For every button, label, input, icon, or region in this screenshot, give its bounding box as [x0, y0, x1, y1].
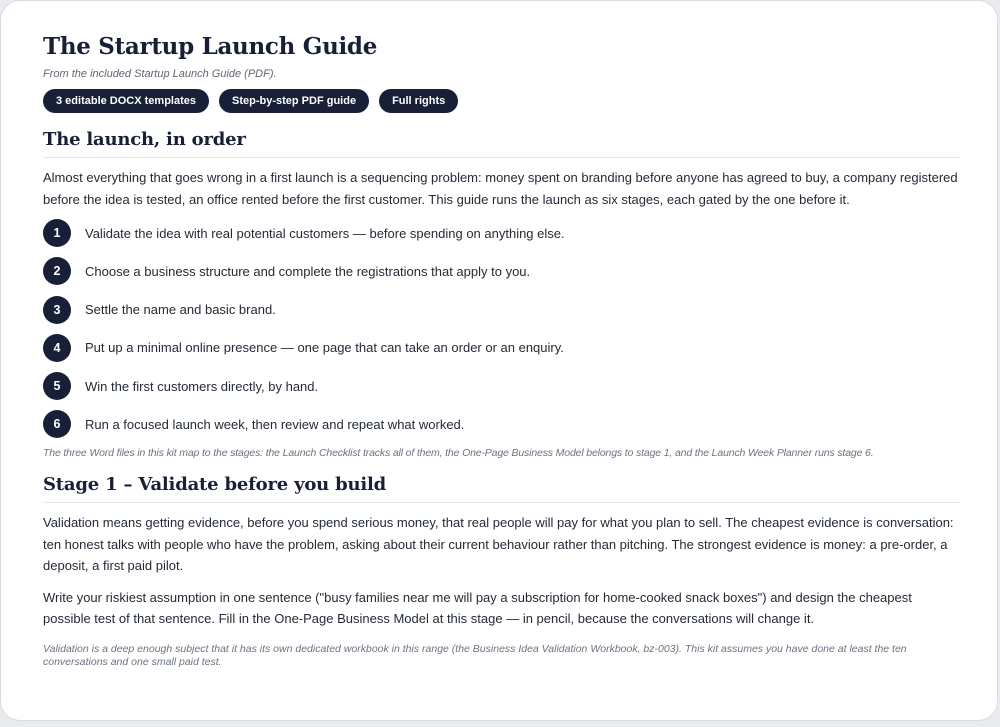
step-number-badge: 6 [43, 410, 71, 438]
list-item [43, 257, 961, 285]
step-number-badge: 5 [43, 372, 71, 400]
launch-intro-paragraph: Almost everything that goes wrong in a first launch is a sequencing problem: money spent on branding before anyone has agreed to buy, a company registered before the idea is tested, an office rented before the first customer. This guide runs the launch as six stages, each gated by the one before it. [43, 170, 958, 207]
step-text: Settle the name and basic brand. [85, 302, 276, 318]
section-heading-stage1: Stage 1 – Validate before you build [43, 472, 961, 503]
badge-pdf-guide: Step-by-step PDF guide [219, 89, 369, 113]
step-text: Put up a minimal online presence — one page that can take an order or an enquiry. [85, 340, 564, 356]
stage1-note: Validation is a deep enough subject that it has its own dedicated workbook in this range (the Business Idea Validation Workbook, bz-003). This kit assumes you have done at least the ten conversations and one small paid test. [43, 642, 907, 668]
list-item [43, 372, 961, 400]
step-text: Run a focused launch week, then review and repeat what worked. [85, 416, 465, 432]
page-title: The Startup Launch Guide [43, 33, 378, 60]
guide-content [43, 31, 961, 669]
step-text: Choose a business structure and complete the registrations that apply to you. [85, 263, 531, 279]
step-number-badge: 2 [43, 257, 71, 285]
feature-badges [43, 89, 961, 113]
launch-note: The three Word files in this kit map to the stages: the Launch Checklist tracks all of them, the One-Page Business Model belongs to stage 1, and the Launch Week Planner runs stage 6. [43, 447, 874, 460]
launch-steps-list [43, 219, 961, 438]
badge-full-rights: Full rights [379, 89, 458, 113]
step-text: Validate the idea with real potential customers — before spending on anything else. [85, 225, 565, 241]
step-number-badge: 3 [43, 296, 71, 324]
step-number-badge: 4 [43, 334, 71, 362]
section-heading-launch: The launch, in order [43, 127, 961, 158]
list-item [43, 296, 961, 324]
list-item [43, 219, 961, 247]
page-subtitle: From the included Startup Launch Guide (PDF). [43, 68, 277, 80]
badge-docx-templates: 3 editable DOCX templates [43, 89, 209, 113]
step-text: Win the first customers directly, by hand. [85, 378, 319, 394]
list-item [43, 410, 961, 438]
list-item [43, 334, 961, 362]
step-number-badge: 1 [43, 219, 71, 247]
stage1-paragraph-1: Validation means getting evidence, before you spend serious money, that real people will pay for what you plan to sell. The cheapest evidence is conversation: ten honest talks with people who have the problem, asking about their current behaviour rather than pitching. The strongest evidence is money: a pre-order, a deposit, a first paid pilot. [43, 515, 954, 574]
stage1-paragraph-2: Write your riskiest assumption in one sentence ("busy families near me will pay a subscription for home-cooked snack boxes") and design the cheapest possible test of that sentence. Fill in the One-Page Business Model at this stage — in pencil, because the conversations will change it. [43, 589, 912, 627]
